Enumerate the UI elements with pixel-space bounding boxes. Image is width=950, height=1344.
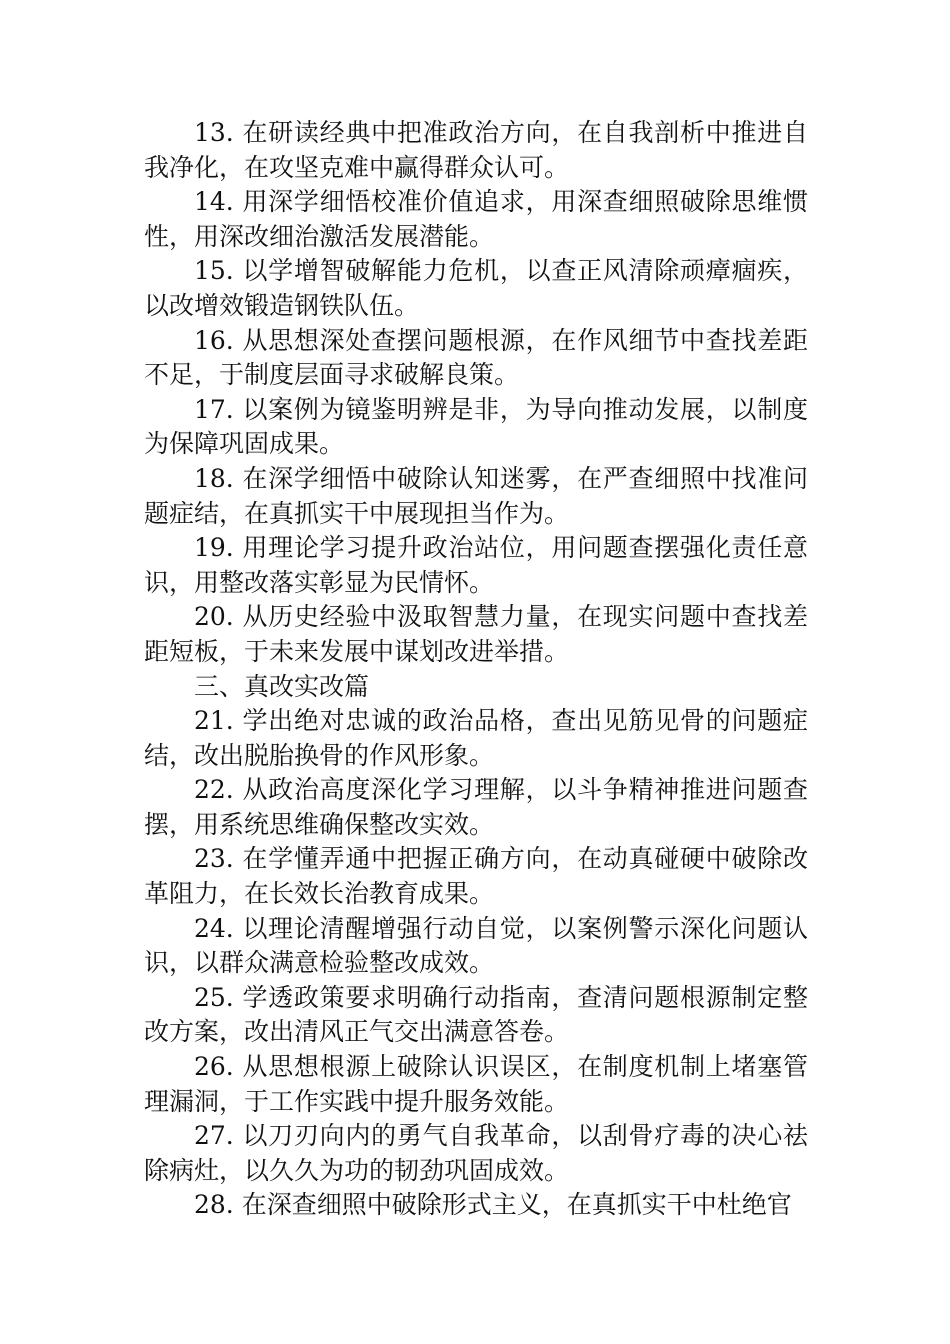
paragraph-17: 17. 以案例为镜鉴明辨是非，为导向推动发展，以制度为保障巩固成果。 — [144, 394, 808, 459]
paragraph-27: 27. 以刀刃向内的勇气自我革命，以刮骨疗毒的决心祛除病灶，以久久为功的韧劲巩固成效。 — [144, 1121, 808, 1185]
paragraph-14: 14. 用深学细悟校准价值追求，用深查细照破除思维惯性，用深改细治激活发展潜能。 — [144, 187, 808, 251]
paragraph-16: 16. 从思想深处查摆问题根源，在作风细节中查找差距不足，于制度层面寻求破解良策。 — [144, 325, 808, 390]
paragraph-23: 23. 在学懂弄通中把握正确方向，在动真碰硬中破除改革阻力，在长效长治教育成果。 — [144, 844, 808, 909]
paragraph-19: 19. 用理论学习提升政治站位，用问题查摆强化责任意识，用整改落实彰显为民情怀。 — [144, 533, 808, 597]
paragraph-24: 24. 以理论清醒增强行动自觉，以案例警示深化问题认识，以群众满意检验整改成效。 — [144, 913, 808, 978]
paragraph-13: 13. 在研读经典中把准政治方向，在自我剖析中推进自我净化，在攻坚克难中赢得群众认可。 — [144, 118, 808, 182]
document-body — [144, 116, 808, 1223]
paragraph-15: 15. 以学增智破解能力危机，以查正风清除顽瘴痼疾，以改增效锻造钢铁队伍。 — [144, 256, 808, 320]
paragraph-25: 25. 学透政策要求明确行动指南，查清问题根源制定整改方案，改出清风正气交出满意答卷。 — [144, 982, 808, 1047]
paragraph-22: 22. 从政治高度深化学习理解，以斗争精神推进问题查摆，用系统思维确保整改实效。 — [144, 775, 808, 839]
paragraph-18: 18. 在深学细悟中破除认知迷雾，在严查细照中找准问题症结，在真抓实干中展现担当作为。 — [144, 463, 808, 528]
section-heading: 三、真改实改篇 — [194, 671, 370, 701]
paragraph-20: 20. 从历史经验中汲取智慧力量，在现实问题中查找差距短板，于未来发展中谋划改进举措。 — [144, 602, 808, 666]
paragraph-26: 26. 从思想根源上破除认识误区，在制度机制上堵塞管理漏洞，于工作实践中提升服务效能。 — [144, 1052, 808, 1116]
paragraph-28: 28. 在深查细照中破除形式主义，在真抓实干中杜绝官 — [194, 1190, 792, 1220]
paragraph-21: 21. 学出绝对忠诚的政治品格，查出见筋见骨的问题症结，改出脱胎换骨的作风形象。 — [144, 706, 808, 770]
